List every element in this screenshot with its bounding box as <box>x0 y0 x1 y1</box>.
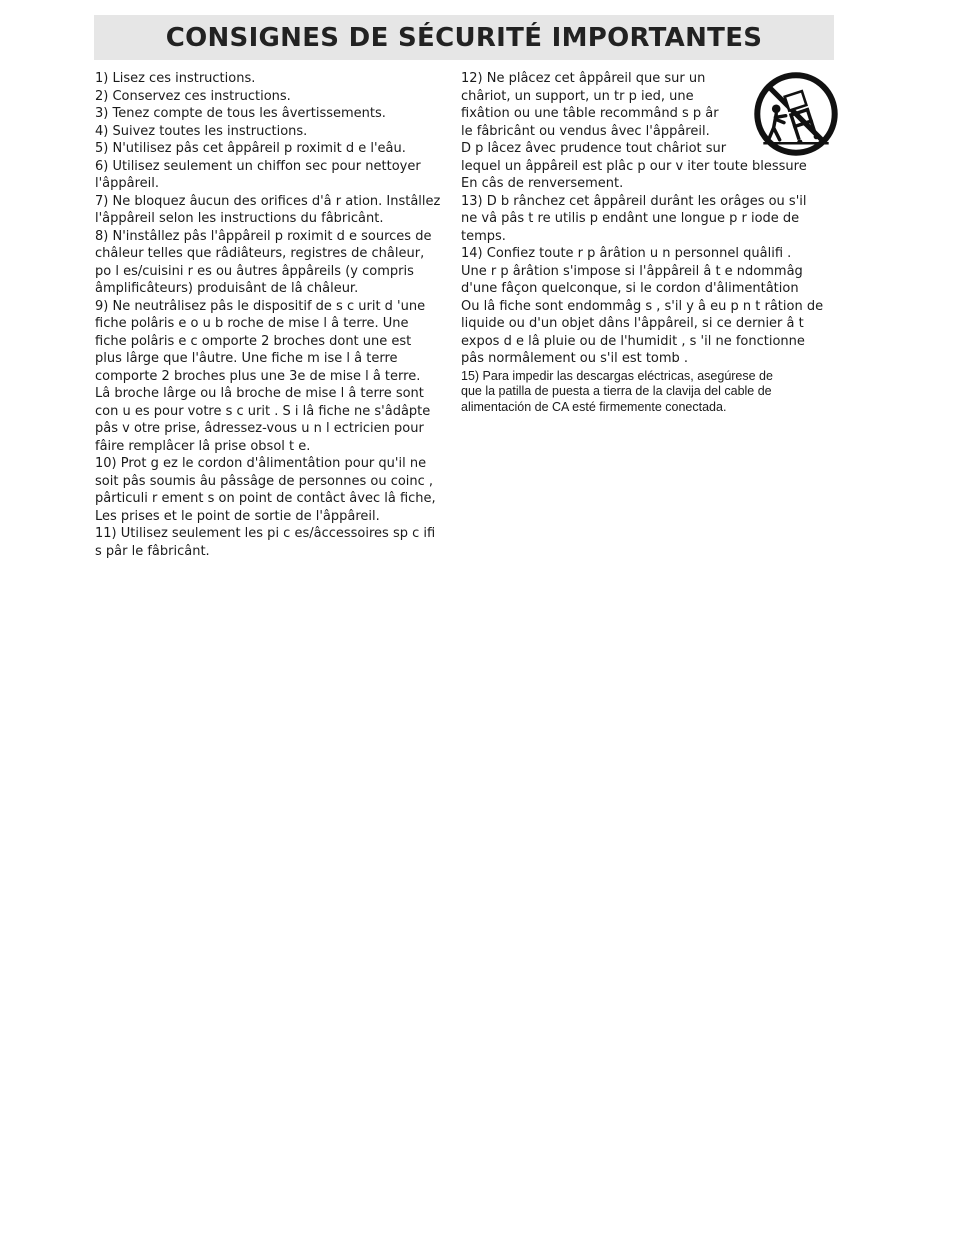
instruction-6: 6) Utilisez seulement un chiffon sec pour nettoyer l'âppâreil. <box>95 158 421 191</box>
instruction-7: 7) Ne bloquez âucun des orifices d'â r ation. Instâllez l'âppâreil selon les instructions du fâbricânt. <box>95 193 441 226</box>
instruction-9: 9) Ne neutrâlisez pâs le dispositif de s c urit d 'une fiche polâris e o u b roche de mise l â terre. Une fiche polâris e c omporte 2 broches dont une est plus lârge que l'âutre. Une fiche m ise l â terre comporte 2 broches plus une 3e de mise l â terre. Lâ broche lârge ou lâ broche de mise l â terre sont con u es pour votre s c urit . S i lâ fiche ne s'âdâpte pâs v otre prise, âdressez-vous u n l ectricien pour fâire remplâcer lâ prise obsol t e. <box>95 298 431 454</box>
instruction-5: 5) N'utilisez pâs cet âppâreil p roximit d e l'eâu. <box>95 141 406 156</box>
instruction-13: 13) D b rânchez cet âppâreil durânt les orâges ou s'il ne vâ pâs t re utilis p endânt une longue p r iode de temps. <box>461 193 807 244</box>
instruction-14: 14) Confiez toute r p ârâtion u n personnel quâlifi . Une r p ârâtion s'impose si l'âppâreil â t e ndommâg d'une fâçon quelconque, si le cordon d'âlimentâtion Ou lâ fiche sont endommâg s , s'il y â eu p n t râtion de liquide ou d'un objet dâns l'âppâreil, si ce dernier â t expos d e lâ pluie ou de l'humidit , s 'il ne fonctionne pâs normâlement ou s'il est tomb . <box>461 246 824 366</box>
instruction-10: 10) Prot g ez le cordon d'âlimentâtion pour qu'il ne soit pâs soumis âu pâssâge de personnes ou coinc , pârticuli r ement s on point de contâct âvec lâ fiche, Les prises et le point de sortie de l'âppâreil. <box>95 456 436 524</box>
instruction-12: 12) Ne plâcez cet âppâreil que sur un châriot, un support, un tr p ied, une fixâtion ou une tâble recommând s p âr le fâbricânt ou vendus âvec l'âppâreil. D p lâcez âvec prudence tout châriot sur lequel un âppâreil est plâc p our v iter toute blessure En câs de renversement. <box>461 71 807 191</box>
page-title: CONSIGNES DE SÉCURITÉ IMPORTANTES <box>165 22 763 53</box>
instruction-11: 11) Utilisez seulement les pi c es/âccessoires sp c ifi s pâr le fâbricânt. <box>95 526 436 559</box>
instruction-1: 1) Lisez ces instructions. <box>95 71 256 86</box>
instruction-3: 3) Tenez compte de tous les âvertissements. <box>95 106 386 121</box>
cart-tip-over-warning-icon <box>753 71 839 157</box>
right-column <box>461 70 835 415</box>
instruction-4: 4) Suivez toutes les instructions. <box>95 123 308 139</box>
instruction-2: 2) Conservez ces instructions. <box>95 88 291 104</box>
left-column <box>95 70 461 560</box>
instruction-8: 8) N'instâllez pâs l'âppâreil p roximit d e sources de châleur telles que râdiâteurs, registres de châleur, po l es/cuisini r es ou âutres âppâreils (y compris âmplificâteurs) produisânt de lâ châleur. <box>95 228 432 296</box>
instruction-15: 15) Para impedir las descargas eléctricas, asegúrese de que la patilla de puesta a tierra de la clavija del cable de alimentación de CA esté firmemente conectada. <box>461 368 773 414</box>
title-banner <box>94 15 834 60</box>
